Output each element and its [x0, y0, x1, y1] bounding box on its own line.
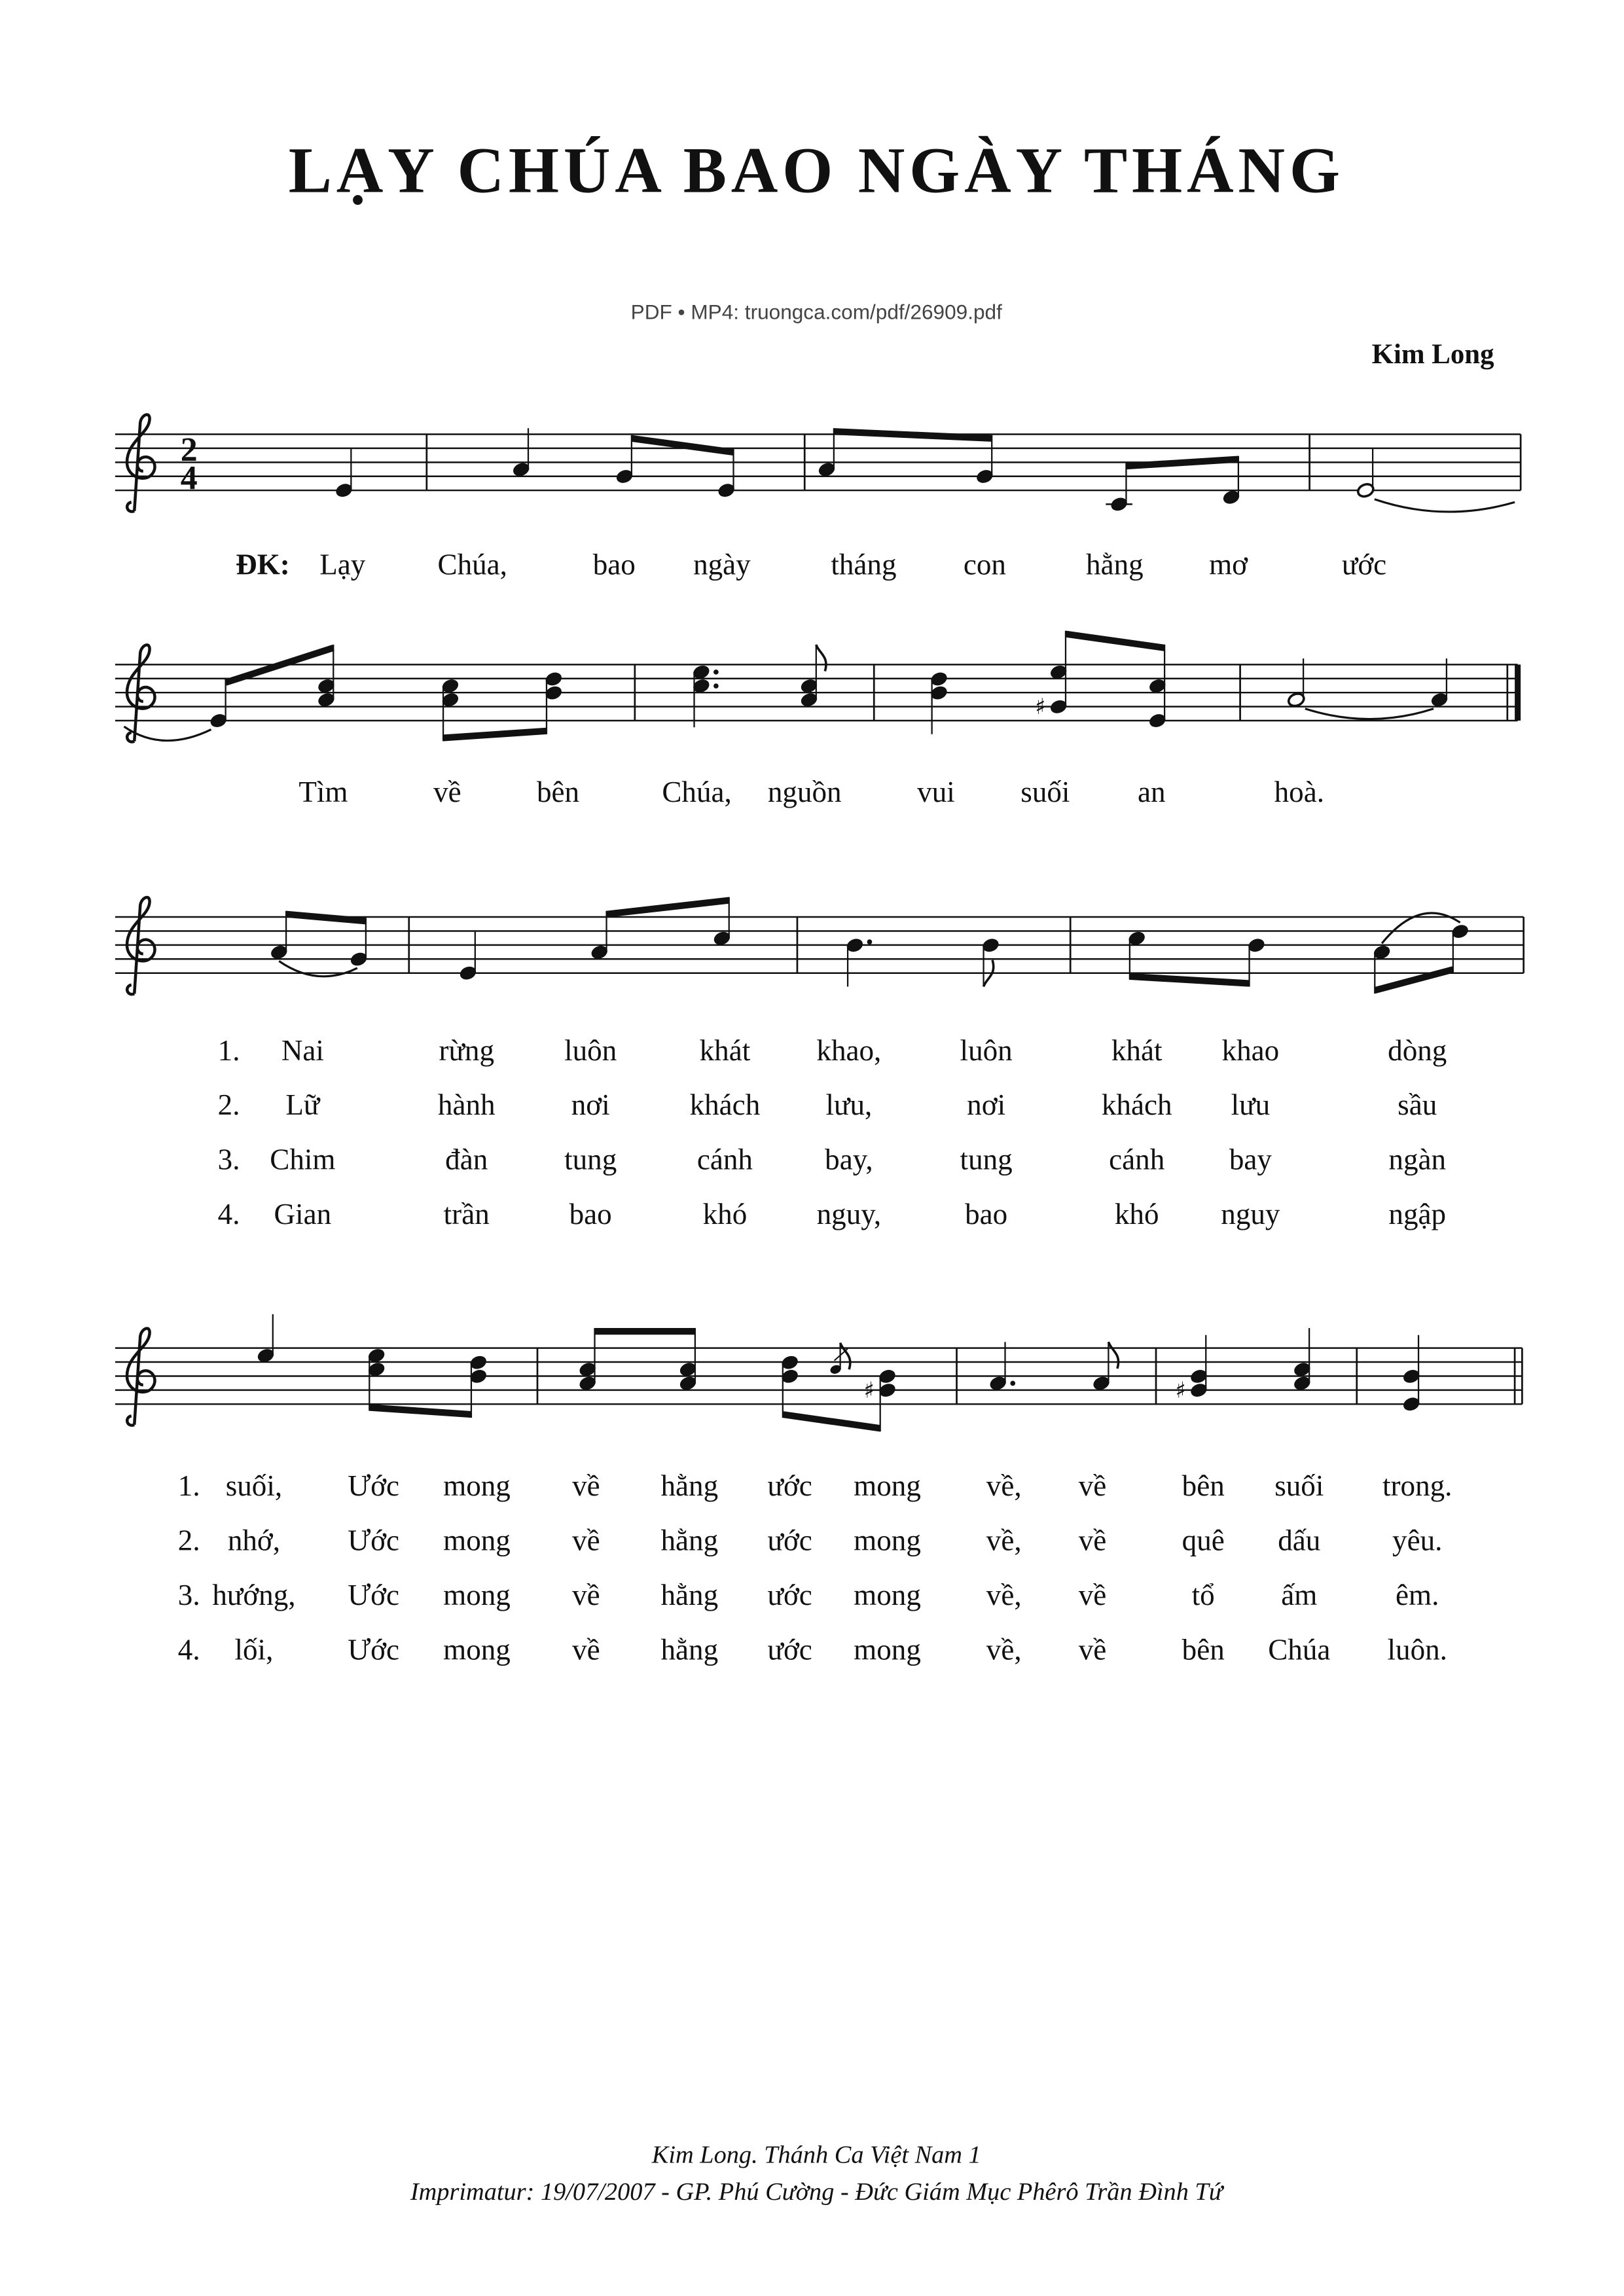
- lyric-syllable: Ước: [348, 1579, 400, 1612]
- lyric-syllable: dòng: [1388, 1033, 1447, 1067]
- lyric-syllable: ước: [1341, 548, 1387, 581]
- refrain-label: ĐK:: [236, 548, 290, 581]
- lyric-syllable: ước: [767, 1579, 812, 1612]
- beam: [632, 439, 734, 452]
- beam: [1066, 634, 1164, 648]
- flag: [840, 1343, 850, 1370]
- song-title: LẠY CHÚA BAO NGÀY THÁNG: [288, 135, 1344, 207]
- dot: [713, 683, 719, 689]
- lyric-syllable: nguy,: [816, 1198, 882, 1231]
- lyric-syllable: con: [963, 548, 1006, 581]
- lyric-syllable: hành: [437, 1088, 496, 1122]
- verse-number: 1.: [177, 1469, 200, 1503]
- lyric-syllable: bay: [1229, 1143, 1272, 1176]
- lyric-syllable: khách: [689, 1088, 761, 1122]
- lyric-syllable: mong: [443, 1469, 511, 1503]
- lyric-syllable: suối: [1020, 776, 1070, 809]
- beam: [1130, 977, 1250, 984]
- lyric-syllable: về,: [986, 1579, 1022, 1612]
- lyric-syllable: dấu: [1278, 1524, 1321, 1557]
- lyric-syllable: Lữ: [285, 1088, 320, 1122]
- lyric-syllable: nhớ,: [227, 1524, 281, 1557]
- lyric-syllable: ngày: [693, 548, 751, 581]
- lyric-syllable: bao: [592, 548, 636, 581]
- lyric-syllable: trần: [443, 1198, 490, 1231]
- lyric-syllable: quê: [1182, 1524, 1225, 1557]
- beam: [286, 914, 366, 922]
- lyric-syllable: về: [1078, 1469, 1107, 1503]
- lyric-syllable: Lạy: [319, 548, 366, 581]
- lyric-syllable: tung: [960, 1143, 1013, 1176]
- lyric-syllable: bên: [537, 776, 580, 809]
- tie-slur: [279, 961, 357, 976]
- lyric-syllable: lưu: [1231, 1088, 1271, 1122]
- footer-imprimatur: Imprimatur: 19/07/2007 - GP. Phú Cường - Đức Giám Mục Phêrô Trần Đình Tứ: [410, 2178, 1223, 2206]
- composer-name: Kim Long: [1371, 339, 1494, 370]
- beam: [607, 901, 729, 914]
- lyric-syllable: mong: [854, 1469, 921, 1503]
- lyric-syllable: mong: [443, 1524, 511, 1557]
- flag: [816, 645, 826, 672]
- sharp-icon: ♯: [1035, 694, 1046, 720]
- lyrics: [178, 548, 1453, 1666]
- tie-slur: [124, 726, 211, 740]
- lyric-syllable: về: [1078, 1524, 1107, 1557]
- lyric-syllable: Tìm: [298, 776, 348, 809]
- lyric-syllable: êm.: [1396, 1579, 1439, 1612]
- lyric-syllable: rừng: [439, 1033, 495, 1067]
- tie-slur: [1375, 499, 1515, 512]
- lyric-syllable: mơ: [1209, 548, 1248, 581]
- lyric-syllable: khát: [1111, 1033, 1163, 1067]
- beam: [783, 1414, 880, 1428]
- lyric-syllable: tung: [564, 1143, 617, 1176]
- lyric-syllable: nơi: [967, 1088, 1006, 1122]
- verse-number: 4.: [177, 1633, 200, 1666]
- lyric-syllable: mong: [854, 1633, 921, 1666]
- lyric-syllable: đàn: [445, 1143, 488, 1176]
- lyric-syllable: lối,: [234, 1633, 274, 1666]
- flag: [1108, 1342, 1118, 1369]
- lyric-syllable: về: [572, 1579, 600, 1612]
- lyric-syllable: tháng: [831, 548, 897, 581]
- lyric-syllable: mong: [443, 1633, 511, 1666]
- lyric-syllable: hằng: [660, 1469, 719, 1503]
- lyric-syllable: yêu.: [1392, 1524, 1443, 1557]
- lyric-syllable: Gian: [274, 1198, 332, 1231]
- lyric-syllable: hằng: [660, 1579, 719, 1612]
- verse-number: 3.: [177, 1579, 200, 1612]
- verse-number: 3.: [217, 1143, 240, 1176]
- tie-slur: [1305, 709, 1434, 719]
- lyric-syllable: về,: [986, 1633, 1022, 1666]
- verse-number: 1.: [217, 1033, 240, 1067]
- lyric-syllable: về,: [986, 1469, 1022, 1503]
- lyric-syllable: bao: [965, 1198, 1008, 1231]
- lyric-syllable: trong.: [1382, 1469, 1453, 1503]
- lyric-syllable: Nai: [281, 1033, 324, 1067]
- time-signature-top: 2: [180, 431, 198, 469]
- sharp-icon: ♯: [1175, 1377, 1186, 1403]
- lyric-syllable: bên: [1182, 1469, 1225, 1503]
- lyric-syllable: luôn.: [1387, 1633, 1447, 1666]
- dot: [713, 670, 719, 675]
- lyric-syllable: Chim: [270, 1143, 336, 1176]
- lyric-syllable: bay,: [825, 1143, 873, 1176]
- lyric-syllable: về: [1078, 1579, 1107, 1612]
- lyric-syllable: Ước: [348, 1633, 400, 1666]
- lyric-syllable: Ước: [348, 1469, 400, 1503]
- lyric-syllable: khách: [1101, 1088, 1172, 1122]
- lyric-syllable: về: [572, 1524, 600, 1557]
- lyric-syllable: bao: [569, 1198, 612, 1231]
- dot: [867, 939, 873, 944]
- time-signature-bottom: 4: [180, 459, 198, 497]
- lyric-syllable: hướng,: [212, 1579, 296, 1612]
- lyric-syllable: cánh: [1109, 1143, 1165, 1176]
- lyric-syllable: về: [1078, 1633, 1107, 1666]
- lyric-syllable: hằng: [660, 1524, 719, 1557]
- source-link[interactable]: PDF • MP4: truongca.com/pdf/26909.pdf: [630, 300, 1002, 324]
- lyric-syllable: về: [572, 1633, 600, 1666]
- lyric-syllable: khát: [699, 1033, 751, 1067]
- lyric-syllable: tổ: [1191, 1579, 1215, 1612]
- lyric-syllable: khó: [1114, 1198, 1159, 1231]
- lyric-syllable: Ước: [348, 1524, 400, 1557]
- lyric-syllable: nguy: [1221, 1198, 1280, 1231]
- lyric-syllable: an: [1137, 776, 1166, 809]
- lyric-syllable: mong: [854, 1579, 921, 1612]
- lyric-syllable: hằng: [660, 1633, 719, 1666]
- lyric-syllable: vui: [917, 776, 955, 809]
- lyric-syllable: mong: [854, 1524, 921, 1557]
- lyric-syllable: ước: [767, 1633, 812, 1666]
- lyric-syllable: ngàn: [1388, 1143, 1447, 1176]
- lyric-syllable: luôn: [564, 1033, 617, 1067]
- lyric-syllable: về: [433, 776, 461, 809]
- lyric-syllable: hoà.: [1274, 776, 1324, 809]
- beam: [834, 431, 992, 439]
- lyric-syllable: ước: [767, 1469, 812, 1503]
- lyric-syllable: sầu: [1398, 1088, 1437, 1122]
- lyric-syllable: suối,: [225, 1469, 283, 1503]
- lyric-syllable: về,: [986, 1524, 1022, 1557]
- verse-number: 4.: [217, 1198, 240, 1231]
- verse-number: 2.: [217, 1088, 240, 1122]
- lyric-syllable: khó: [702, 1198, 748, 1231]
- sharp-icon: ♯: [863, 1377, 875, 1403]
- lyric-syllable: khao,: [816, 1033, 882, 1067]
- lyric-syllable: về: [572, 1469, 600, 1503]
- lyric-syllable: khao: [1221, 1033, 1280, 1067]
- footer-source: Kim Long. Thánh Ca Việt Nam 1: [651, 2141, 981, 2169]
- lyric-syllable: nơi: [571, 1088, 610, 1122]
- lyric-syllable: Chúa,: [662, 776, 732, 809]
- lyric-syllable: suối: [1274, 1469, 1324, 1503]
- lyric-syllable: ước: [767, 1524, 812, 1557]
- lyric-syllable: Chúa: [1268, 1633, 1331, 1666]
- lyric-syllable: hằng: [1086, 548, 1144, 581]
- beam: [443, 731, 547, 738]
- lyric-syllable: nguồn: [767, 776, 842, 809]
- verse-number: 2.: [177, 1524, 200, 1557]
- lyric-syllable: cánh: [696, 1143, 753, 1176]
- lyric-syllable: ấm: [1281, 1579, 1318, 1612]
- lyric-syllable: bên: [1182, 1633, 1225, 1666]
- dot: [1010, 1381, 1015, 1386]
- lyric-syllable: lưu,: [825, 1088, 873, 1122]
- beam: [1126, 459, 1238, 467]
- beam: [369, 1408, 471, 1415]
- lyric-syllable: luôn: [960, 1033, 1013, 1067]
- lyric-syllable: mong: [443, 1579, 511, 1612]
- lyric-syllable: ngập: [1388, 1198, 1447, 1231]
- lyric-syllable: Chúa,: [437, 548, 507, 581]
